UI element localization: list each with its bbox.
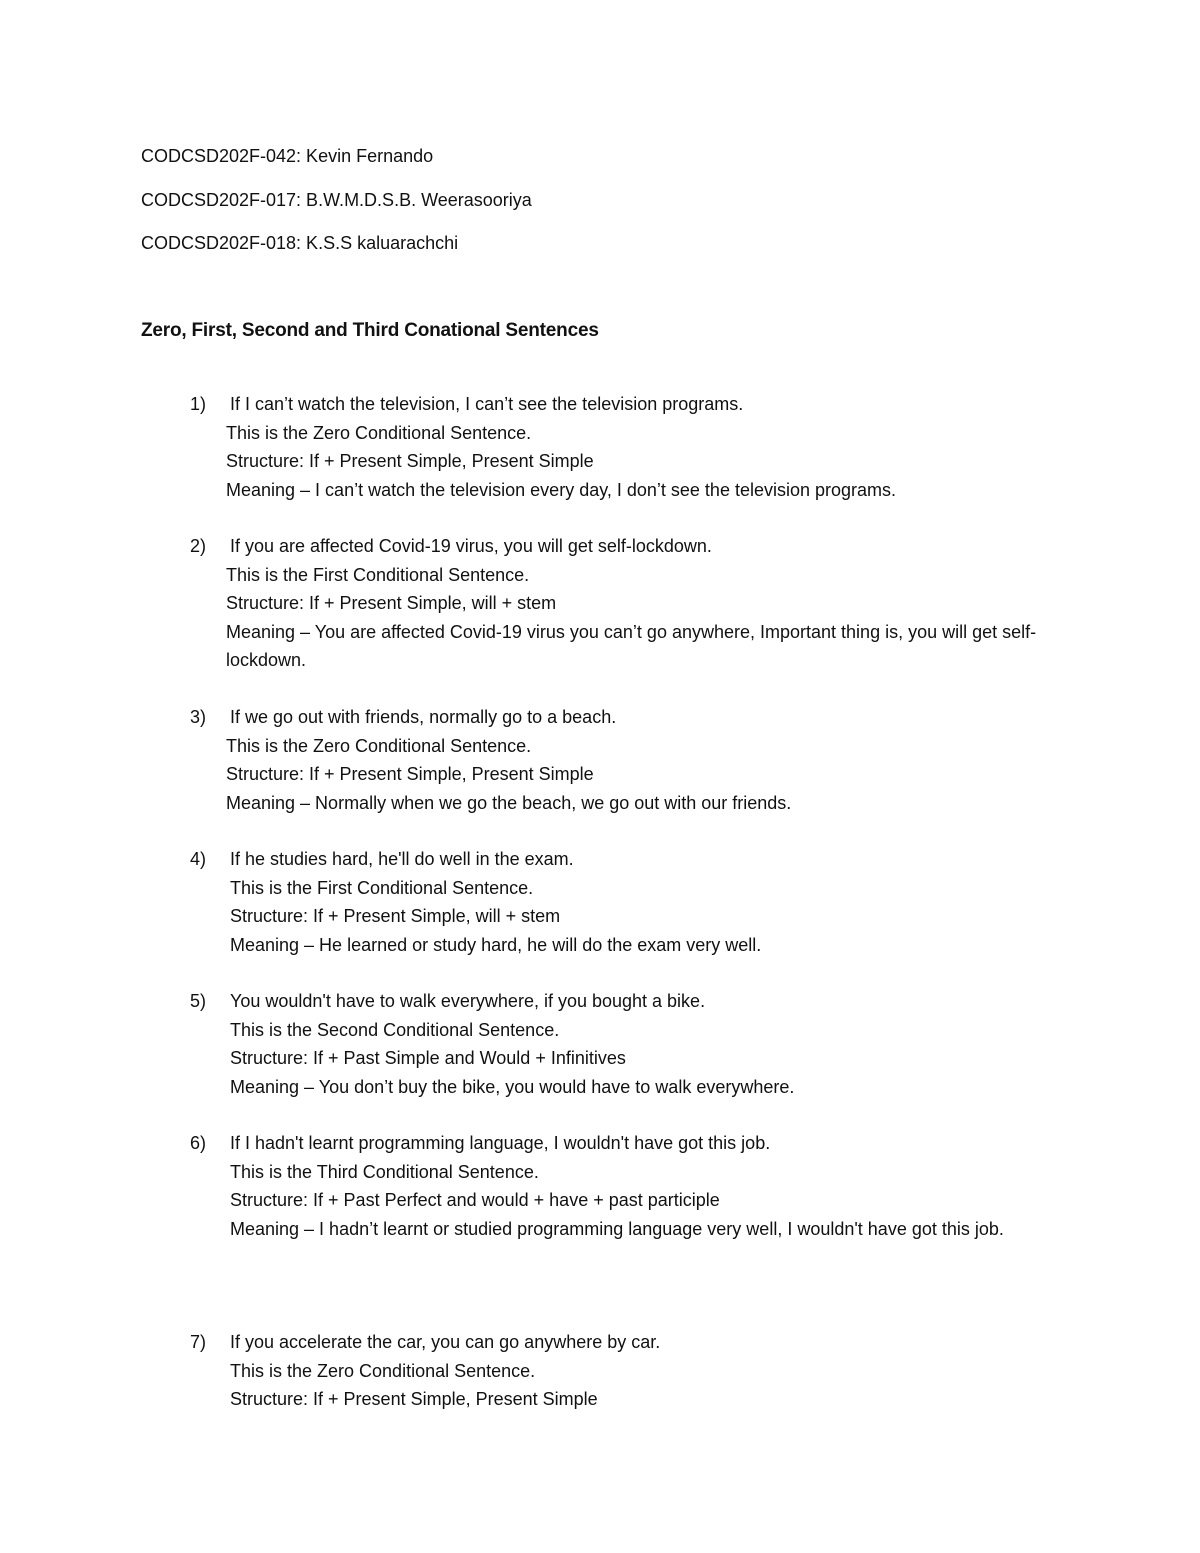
conditional-type: This is the Zero Conditional Sentence.	[226, 422, 532, 443]
example-sentence: If you accelerate the car, you can go anywhere by car.	[230, 1332, 661, 1352]
structure-line: Structure: If + Present Simple, will + stem	[226, 593, 557, 613]
list-item	[190, 1328, 1070, 1414]
conditional-type: This is the First Conditional Sentence.	[230, 877, 534, 898]
conditional-type: This is the First Conditional Sentence.	[226, 564, 530, 585]
structure-line: Structure: If + Present Simple, Present Simple	[226, 764, 594, 784]
list-item	[190, 390, 1070, 504]
item-number: 4)	[190, 849, 207, 869]
example-sentence: If he studies hard, he'll do well in the exam.	[230, 849, 574, 869]
conditional-type: This is the Zero Conditional Sentence.	[226, 735, 532, 756]
structure-line: Structure: If + Past Simple and Would + Infinitives	[230, 1048, 626, 1068]
example-sentence: If you are affected Covid-19 virus, you will get self-lockdown.	[230, 536, 712, 556]
example-sentence: If I hadn't learnt programming language, I wouldn't have got this job.	[230, 1133, 771, 1153]
item-number: 5)	[190, 991, 207, 1011]
conditional-type: This is the Zero Conditional Sentence.	[230, 1360, 536, 1381]
meaning-line: Meaning – I hadn’t learnt or studied programming language very well, I wouldn't have got this job.	[230, 1218, 1004, 1239]
item-number: 3)	[190, 707, 207, 727]
meaning-line: Meaning – You are affected Covid-19 virus you can’t go anywhere, Important thing is, you will get self-lockdown.	[226, 621, 1037, 670]
author-line: CODCSD202F-017: B.W.M.D.S.B. Weerasooriya	[141, 190, 532, 210]
meaning-line: Meaning – I can’t watch the television every day, I don’t see the television programs.	[226, 479, 897, 500]
list-item	[190, 532, 1070, 675]
example-sentence: If we go out with friends, normally go to a beach.	[230, 707, 617, 727]
structure-line: Structure: If + Present Simple, Present Simple	[226, 451, 594, 471]
list-item	[190, 845, 1070, 959]
list-item	[190, 703, 1070, 817]
list-item	[190, 1129, 1070, 1243]
structure-line: Structure: If + Present Simple, will + stem	[230, 906, 561, 926]
conditional-type: This is the Third Conditional Sentence.	[230, 1161, 539, 1182]
structure-line: Structure: If + Past Perfect and would + have + past participle	[230, 1190, 720, 1210]
item-number: 2)	[190, 536, 207, 556]
item-number: 1)	[190, 394, 207, 414]
structure-line: Structure: If + Present Simple, Present Simple	[230, 1389, 598, 1409]
conditional-type: This is the Second Conditional Sentence.	[230, 1019, 560, 1040]
example-sentence: If I can’t watch the television, I can’t see the television programs.	[230, 394, 744, 414]
meaning-line: Meaning – You don’t buy the bike, you would have to walk everywhere.	[230, 1076, 795, 1097]
author-line: CODCSD202F-018: K.S.S kaluarachchi	[141, 233, 459, 253]
author-line: CODCSD202F-042: Kevin Fernando	[141, 146, 434, 166]
item-number: 7)	[190, 1332, 207, 1352]
document-heading: Zero, First, Second and Third Conational Sentences	[141, 320, 599, 341]
example-sentence: You wouldn't have to walk everywhere, if you bought a bike.	[230, 991, 706, 1011]
meaning-line: Meaning – He learned or study hard, he will do the exam very well.	[230, 934, 762, 955]
item-number: 6)	[190, 1133, 207, 1153]
list-item	[190, 987, 1070, 1101]
meaning-line: Meaning – Normally when we go the beach, we go out with our friends.	[226, 792, 792, 813]
